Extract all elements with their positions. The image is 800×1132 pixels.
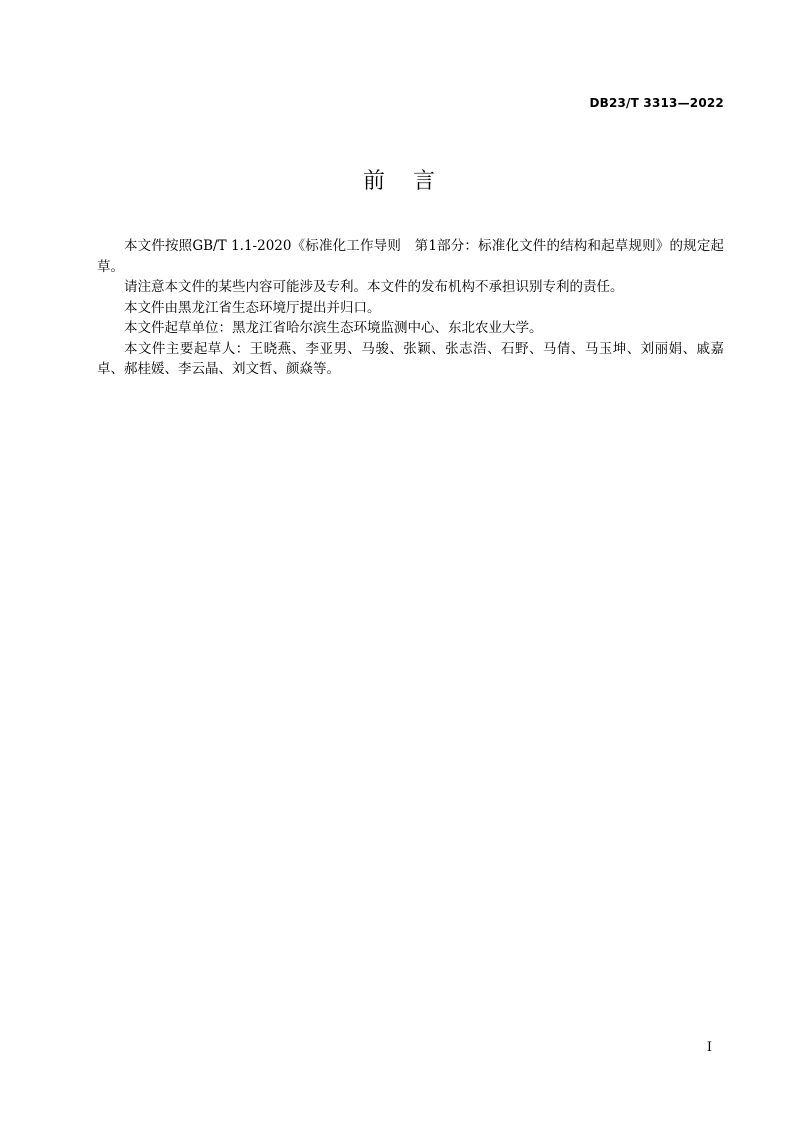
paragraph-drafting-rules: 本文件按照GB/T 1.1-2020《标准化工作导则 第1部分：标准化文件的结构和起草规则》的规定起草。 — [97, 238, 724, 275]
paragraph-drafting-units: 本文件起草单位：黑龙江省哈尔滨生态环境监测中心、东北农业大学。 — [124, 320, 543, 336]
page-number: I — [706, 1040, 712, 1055]
paragraph-patent-notice: 请注意本文件的某些内容可能涉及专利。本文件的发布机构不承担识别专利的责任。 — [124, 279, 624, 295]
foreword-body — [97, 236, 724, 380]
page-title-part-2: 言 — [413, 169, 438, 194]
paragraph-drafters: 本文件主要起草人：王晓燕、李亚男、马骏、张颖、张志浩、石野、马倩、马玉坤、刘丽娟、戚嘉卓、郝桂媛、李云晶、刘文哲、颜焱等。 — [97, 340, 724, 377]
page-title-part-1: 前 — [362, 169, 387, 194]
document-code: DB23/T 3313—2022 — [589, 96, 724, 110]
paragraph-proposer: 本文件由黑龙江省生态环境厅提出并归口。 — [124, 299, 381, 316]
page-title — [0, 164, 800, 195]
